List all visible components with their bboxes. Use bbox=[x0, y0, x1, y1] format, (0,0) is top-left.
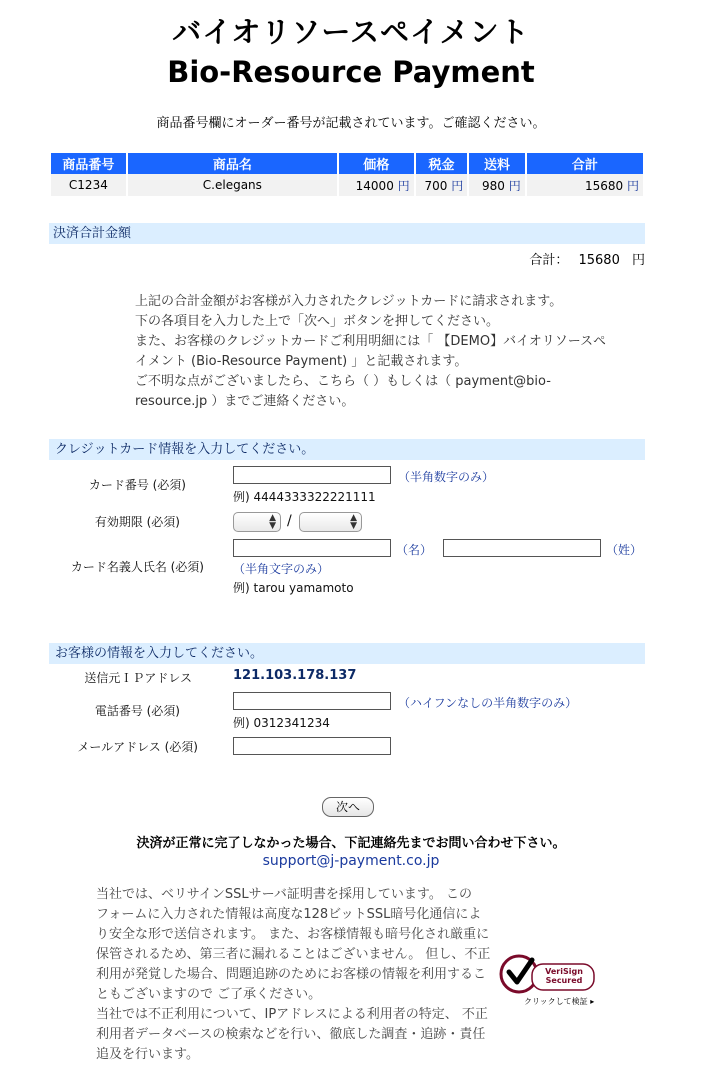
total-currency-label: 円 bbox=[631, 253, 645, 268]
email-input[interactable] bbox=[233, 737, 391, 755]
phone-example: 例) 0312341234 bbox=[233, 716, 330, 730]
ssl-line: ともございますので ご了承ください。 bbox=[96, 987, 322, 1002]
holder-example: 例) tarou yamamoto bbox=[233, 581, 354, 595]
card-section-heading: クレジットカード情報を入力してください。 bbox=[55, 442, 315, 457]
next-button[interactable]: 次へ bbox=[322, 797, 374, 817]
ssl-line: フォームに入力された情報は高度な128ビットSSL暗号化通信によ bbox=[96, 907, 482, 922]
tax-value: 700 bbox=[424, 178, 448, 193]
table-row bbox=[51, 174, 643, 196]
page-title-en: Bio-Resource Payment bbox=[167, 55, 535, 89]
ssl-line: り安全な形で送信されます。 また、お客様情報も暗号化され厳重に bbox=[96, 927, 490, 942]
card-number-hint: （半角数字のみ） bbox=[398, 470, 495, 484]
cell-tax bbox=[416, 174, 468, 196]
info-line: ご不明な点がございましたら、こちら（ ）もしくは（ payment@bio- bbox=[135, 374, 551, 389]
last-name-hint: （姓） bbox=[606, 543, 643, 557]
order-table bbox=[49, 153, 645, 196]
shipping-value: 980 bbox=[482, 178, 505, 193]
expiry-year-select[interactable] bbox=[299, 512, 362, 532]
holder-hint: （半角文字のみ） bbox=[233, 562, 330, 576]
ssl-notice bbox=[96, 885, 496, 1065]
payment-total-line bbox=[529, 249, 645, 268]
updown-icon: ▲ ▼ bbox=[350, 513, 357, 531]
info-line: 上記の合計金額がお客様が入力されたクレジットカードに請求されます。 bbox=[135, 294, 563, 309]
total-value: 15680 bbox=[584, 178, 624, 193]
card-number-input[interactable] bbox=[233, 466, 391, 484]
info-line: resource.jp ）までご連絡ください。 bbox=[135, 394, 355, 409]
updown-icon: ▲ ▼ bbox=[269, 513, 276, 531]
order-notice: 商品番号欄にオーダー番号が記載されています。ご確認ください。 bbox=[156, 116, 546, 131]
first-name-input[interactable] bbox=[233, 539, 391, 557]
ssl-line: 当社では、ベリサインSSLサーバ証明書を採用しています。 この bbox=[96, 887, 473, 902]
support-email-link[interactable]: support@j-payment.co.jp bbox=[262, 853, 440, 869]
ssl-line: 追及を行います。 bbox=[96, 1047, 199, 1062]
customer-section-heading: お客様の情報を入力してください。 bbox=[55, 646, 264, 661]
verisign-seal[interactable] bbox=[498, 952, 598, 1008]
order-table-header bbox=[51, 153, 643, 174]
card-number-label: カード番号 (必須) bbox=[88, 478, 186, 492]
ip-label: 送信元ＩＰアドレス bbox=[84, 671, 192, 685]
card-section-header bbox=[49, 439, 645, 460]
last-name-input[interactable] bbox=[443, 539, 601, 557]
col-tax: 税金 bbox=[416, 153, 468, 174]
total-label: 合計： bbox=[529, 253, 569, 268]
col-price: 価格 bbox=[339, 153, 414, 174]
cell-item-name: C.elegans bbox=[128, 174, 337, 196]
col-item-name: 商品名 bbox=[128, 153, 337, 174]
tax-currency: 円 bbox=[451, 178, 464, 193]
contact-message: 決済が正常に完了しなかった場合、下記連絡先までお問い合わせ下さい。 bbox=[136, 836, 566, 851]
email-label: メールアドレス (必須) bbox=[77, 740, 198, 754]
ssl-line: 保管されるため、第三者に漏れることはございません。 但し、不正 bbox=[96, 947, 491, 962]
ssl-line: 利用が発覚した場合、問題追跡のためにお客様の情報を利用するこ bbox=[96, 967, 487, 982]
cell-price bbox=[339, 174, 414, 196]
verisign-badge-text: VeriSign Secured bbox=[545, 967, 583, 985]
phone-hint: （ハイフンなしの半角数字のみ） bbox=[398, 696, 578, 710]
expiry-label: 有効期限 (必須) bbox=[94, 515, 180, 529]
page-title-jp: バイオリソースペイメント bbox=[172, 15, 530, 49]
price-value: 14000 bbox=[355, 178, 394, 193]
info-line: イメント (Bio-Resource Payment) 」と記載されます。 bbox=[135, 354, 468, 369]
expiry-month-select[interactable] bbox=[233, 512, 281, 532]
phone-input[interactable] bbox=[233, 692, 391, 710]
billing-info bbox=[135, 292, 615, 412]
card-number-example: 例) 4444333322221111 bbox=[233, 490, 376, 504]
first-name-hint: （名） bbox=[396, 543, 433, 557]
cell-item-no: C1234 bbox=[51, 174, 126, 196]
expiry-separator: / bbox=[287, 513, 292, 529]
ip-value: 121.103.178.137 bbox=[233, 668, 357, 683]
cell-shipping bbox=[469, 174, 525, 196]
payment-total-header bbox=[49, 223, 645, 244]
total-amount: 15680 bbox=[578, 253, 620, 268]
info-line: 下の各項目を入力した上で「次へ」ボタンを押してください。 bbox=[135, 314, 500, 329]
card-holder-label: カード名義人氏名 (必須) bbox=[70, 560, 204, 574]
total-currency: 円 bbox=[626, 178, 639, 193]
ssl-line: 利用者データベースの検索などを行い、徹底した調査・追跡・責任 bbox=[96, 1027, 486, 1042]
phone-label: 電話番号 (必須) bbox=[94, 704, 180, 718]
col-shipping: 送料 bbox=[469, 153, 525, 174]
customer-section-header bbox=[49, 643, 645, 664]
col-item-no: 商品番号 bbox=[51, 153, 126, 174]
ssl-line: 当社では不正利用について、IPアドレスによる利用者の特定、 不正 bbox=[96, 1007, 488, 1022]
price-currency: 円 bbox=[397, 178, 410, 193]
col-total: 合計 bbox=[527, 153, 643, 174]
info-line: また、お客様のクレジットカードご利用明細には「 【DEMO】バイオリソースペ bbox=[135, 334, 607, 349]
shipping-currency: 円 bbox=[508, 178, 521, 193]
cell-total bbox=[527, 174, 643, 196]
payment-total-heading: 決済合計金額 bbox=[53, 226, 132, 241]
verisign-verify-link[interactable]: クリックして検証 ▸ bbox=[524, 997, 595, 1006]
